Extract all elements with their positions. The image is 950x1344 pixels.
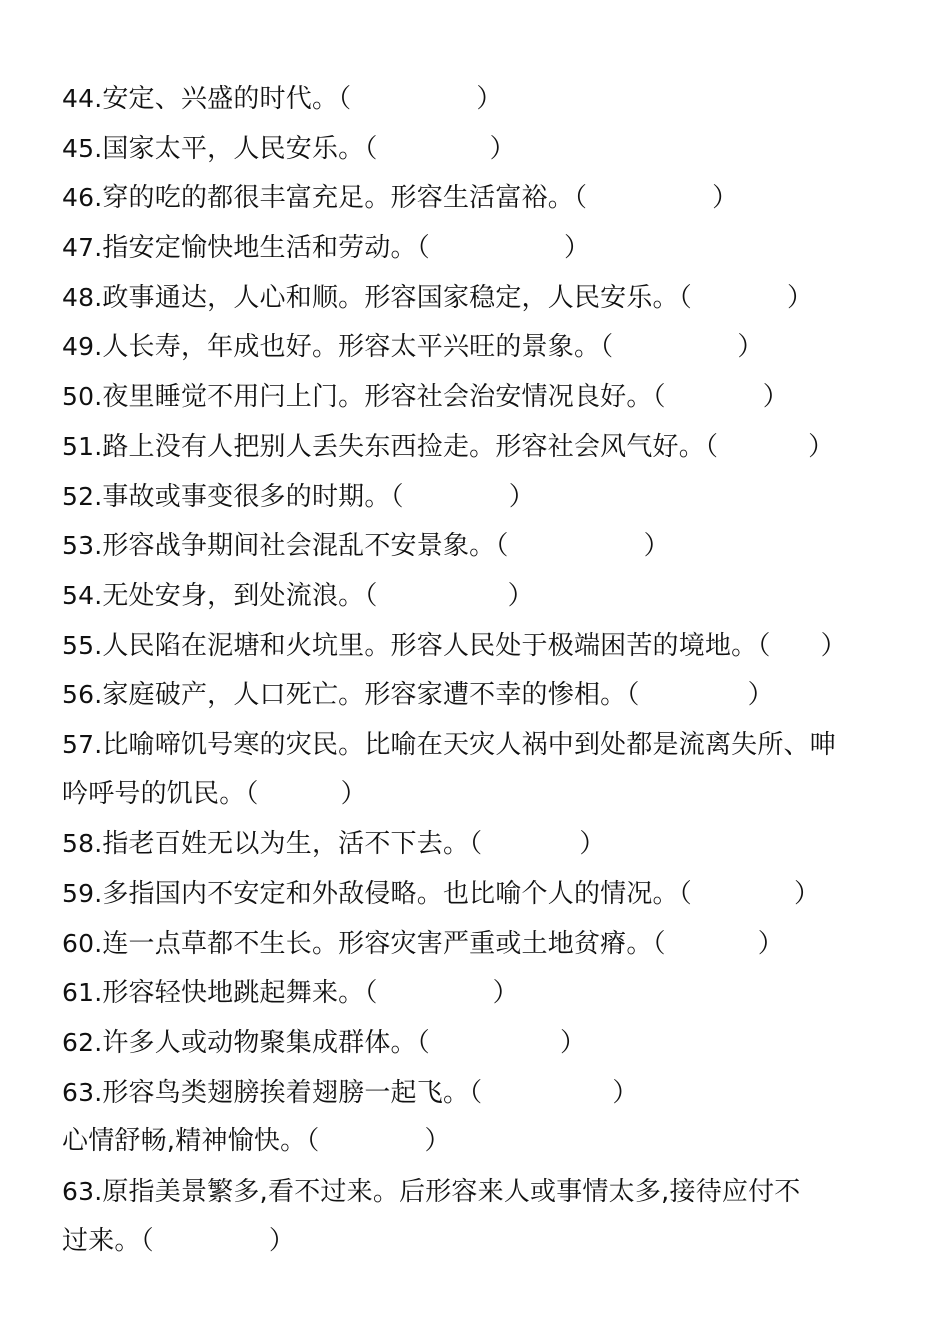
question-line — [62, 670, 902, 720]
question-text: 多指国内不安定和外敌侵略。也比喻个人的情况。（ — [102, 879, 692, 909]
question-number: 55. — [62, 630, 103, 660]
question-line — [62, 869, 902, 919]
question-number: 46. — [62, 183, 103, 213]
question-line — [62, 521, 902, 571]
close-paren: ） — [757, 928, 784, 959]
question-line-unnumbered — [62, 1117, 902, 1167]
close-paren: ） — [559, 1028, 587, 1059]
close-paren: ） — [424, 1126, 451, 1157]
question-line — [62, 1068, 902, 1118]
question-text: 穿的吃的都很丰富充足。形容生活富裕。（ — [102, 183, 588, 214]
question-number: 47. — [62, 233, 103, 263]
question-text: 事故或事变很多的时期。（ — [102, 481, 404, 512]
question-line — [62, 1167, 902, 1217]
question-text: 人民陷在泥塘和火坑里。形容人民处于极端困苦的境地。（ — [102, 630, 771, 661]
close-paren: ） — [712, 183, 739, 214]
close-paren: ） — [340, 778, 367, 809]
question-number: 54. — [62, 580, 103, 610]
question-line — [62, 422, 902, 472]
question-line — [62, 223, 902, 273]
question-number: 50. — [62, 382, 103, 412]
close-paren: ） — [762, 382, 789, 413]
question-line — [62, 1018, 902, 1068]
close-paren: ） — [747, 680, 774, 711]
close-paren: ） — [508, 481, 535, 512]
worksheet — [62, 74, 902, 1267]
close-paren: ） — [737, 332, 764, 363]
question-number: 61. — [62, 978, 103, 1008]
close-paren: ） — [579, 829, 606, 860]
question-line — [62, 720, 902, 770]
question-text: 吟呼号的饥民。（ — [62, 778, 259, 809]
question-line — [62, 273, 902, 323]
question-text: 人长寿，年成也好。形容太平兴旺的景象。（ — [102, 332, 614, 363]
close-paren: ） — [786, 282, 814, 313]
question-number: 49. — [62, 332, 103, 362]
question-text: 路上没有人把别人丢失东西捡走。形容社会风气好。（ — [102, 431, 719, 462]
question-text: 指老百姓无以为生，活不下去。（ — [102, 829, 483, 860]
question-text: 国家太平，人民安乐。（ — [102, 133, 378, 164]
question-number: 62. — [62, 1028, 103, 1058]
question-number: 57. — [62, 729, 103, 759]
question-text: 指安定愉快地生活和劳动。（ — [102, 233, 430, 264]
question-text: 家庭破产，人口死亡。形容家遭不幸的惨相。（ — [102, 680, 640, 711]
question-line — [62, 74, 902, 124]
question-number: 44. — [62, 84, 103, 113]
question-line-continuation — [62, 770, 902, 820]
question-number: 53. — [62, 531, 103, 561]
question-line — [62, 124, 902, 174]
question-line — [62, 968, 902, 1018]
question-line — [62, 472, 902, 522]
question-number: 48. — [62, 282, 103, 312]
question-number: 63. — [62, 1177, 103, 1207]
question-text: 许多人或动物聚集成群体。（ — [102, 1028, 430, 1059]
close-paren: ） — [476, 84, 503, 114]
question-text: 过来。（ — [62, 1225, 154, 1256]
question-number: 52. — [62, 481, 103, 511]
question-number: 45. — [62, 133, 103, 163]
question-text: 比喻啼饥号寒的灾民。比喻在天灾人祸中到处都是流离失所、呻 — [102, 729, 836, 760]
question-text: 政事通达，人心和顺。形容国家稳定，人民安乐。（ — [102, 282, 692, 313]
close-paren: ） — [643, 531, 670, 562]
question-line — [62, 372, 902, 422]
close-paren: ） — [820, 630, 847, 661]
question-number: 63. — [62, 1077, 103, 1107]
close-paren: ） — [793, 879, 821, 909]
close-paren: ） — [808, 431, 835, 462]
close-paren: ） — [268, 1225, 296, 1256]
question-text: 原指美景繁多,看不过来。后形容来人或事情太多,接待应付不 — [102, 1177, 801, 1208]
question-number: 60. — [62, 928, 103, 958]
close-paren: ） — [492, 978, 519, 1009]
question-text: 心情舒畅,精神愉快。（ — [62, 1126, 320, 1157]
question-text: 形容鸟类翅膀挨着翅膀一起飞。（ — [102, 1077, 483, 1108]
question-line — [62, 322, 902, 372]
question-text: 形容轻快地跳起舞来。（ — [102, 978, 378, 1009]
question-line — [62, 819, 902, 869]
question-number: 56. — [62, 680, 103, 710]
question-text: 形容战争期间社会混乱不安景象。（ — [102, 531, 509, 562]
close-paren: ） — [563, 233, 591, 264]
question-line-continuation — [62, 1217, 902, 1267]
close-paren: ） — [612, 1077, 639, 1108]
question-line — [62, 173, 902, 223]
question-number: 59. — [62, 879, 103, 908]
question-text: 安定、兴盛的时代。（ — [102, 84, 352, 114]
question-number: 58. — [62, 829, 103, 859]
close-paren: ） — [489, 133, 516, 164]
close-paren: ） — [507, 580, 534, 611]
question-text: 夜里睡觉不用闩上门。形容社会治安情况良好。（ — [102, 382, 666, 413]
question-line — [62, 571, 902, 621]
question-text: 连一点草都不生长。形容灾害严重或土地贫瘠。（ — [102, 928, 666, 959]
question-text: 无处安身，到处流浪。（ — [102, 580, 378, 611]
question-line — [62, 919, 902, 969]
question-line — [62, 621, 902, 671]
question-number: 51. — [62, 431, 103, 461]
